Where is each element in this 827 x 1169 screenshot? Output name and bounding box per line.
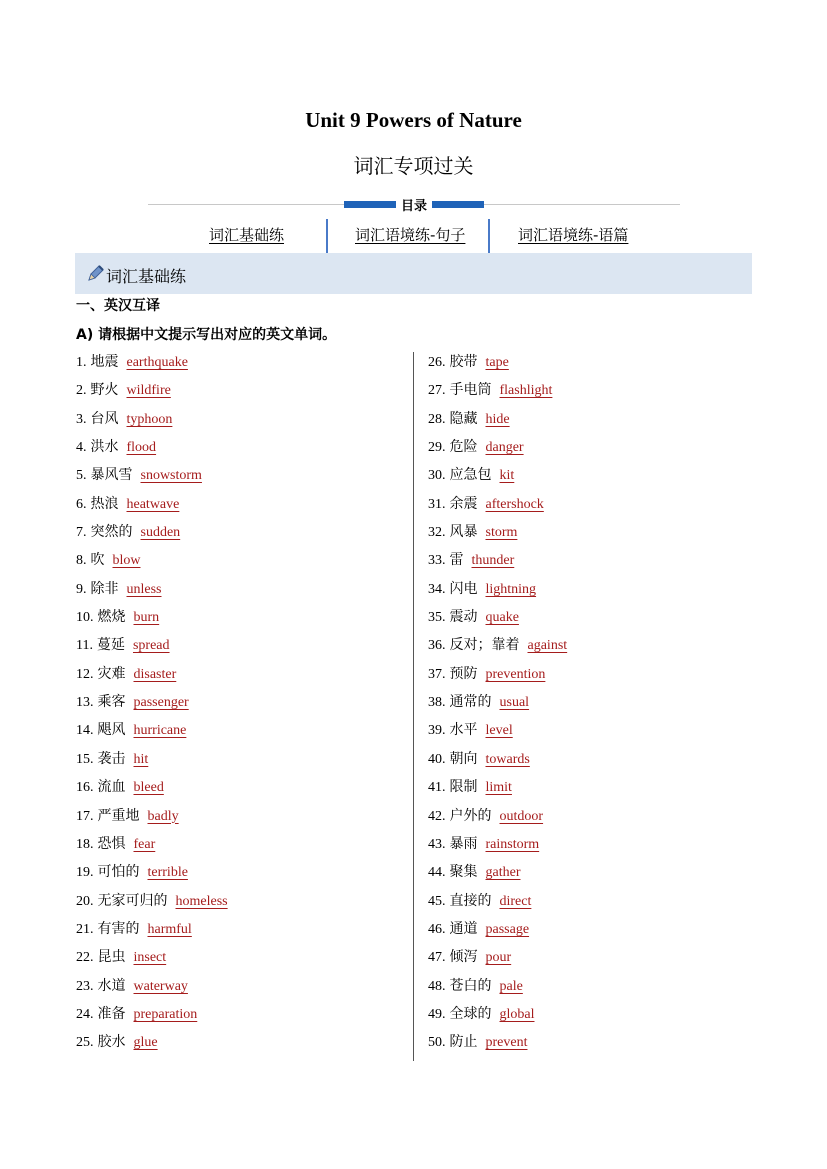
answer-word: flood (126, 440, 157, 456)
answer-word: fear (133, 836, 156, 852)
item-number: 43. (428, 836, 446, 852)
chinese-prompt: 雷 (449, 552, 464, 569)
chinese-prompt: 反对；靠着 (449, 637, 520, 654)
item-number: 11. (76, 638, 93, 654)
answer-word: gather (485, 865, 521, 881)
item-number: 27. (428, 383, 446, 399)
vocab-item (76, 1032, 406, 1060)
answer-word: badly (147, 808, 179, 824)
vocab-item (428, 409, 748, 437)
answer-word: danger (485, 440, 524, 456)
toc-separator (326, 219, 328, 253)
vocab-item (428, 976, 748, 1004)
chinese-prompt: 水平 (449, 722, 478, 739)
toc-link-passage[interactable]: 词汇语境练-语篇 (518, 226, 629, 244)
answer-word: waterway (133, 978, 188, 994)
vocab-item (428, 522, 748, 550)
chinese-prompt: 危险 (449, 439, 478, 456)
item-number: 31. (428, 496, 446, 512)
item-number: 44. (428, 865, 446, 881)
chinese-prompt: 蔓延 (96, 637, 125, 654)
vocab-item (428, 749, 748, 777)
chinese-prompt: 应急包 (449, 467, 492, 484)
toc-link-sentence[interactable]: 词汇语境练-句子 (355, 226, 466, 244)
section-title: 词汇基础练 (106, 267, 187, 286)
item-number: 16. (76, 780, 94, 796)
item-number: 9. (76, 581, 87, 597)
vocab-item (76, 919, 406, 947)
vocab-item (76, 947, 406, 975)
chinese-prompt: 洪水 (90, 439, 119, 456)
chinese-prompt: 胶水 (97, 1034, 126, 1051)
vocab-item (76, 494, 406, 522)
answer-word: heatwave (126, 496, 180, 512)
item-number: 20. (76, 893, 94, 909)
item-number: 40. (428, 751, 446, 767)
vocab-item (428, 777, 748, 805)
chinese-prompt: 震动 (449, 609, 478, 626)
chinese-prompt: 燃烧 (97, 609, 126, 626)
answer-word: thunder (471, 553, 515, 569)
item-number: 6. (76, 496, 87, 512)
vocab-list-left (76, 352, 406, 1061)
answer-word: insect (133, 950, 167, 966)
answer-word: disaster (133, 666, 177, 682)
item-number: 5. (76, 468, 87, 484)
vocab-item (428, 692, 748, 720)
item-number: 28. (428, 411, 446, 427)
vocab-item (76, 550, 406, 578)
answer-word: spread (132, 638, 170, 654)
vocab-item (76, 777, 406, 805)
chinese-prompt: 流血 (97, 779, 126, 796)
vocab-item (428, 806, 748, 834)
chinese-prompt: 野火 (90, 382, 119, 399)
page-title: Unit 9 Powers of Nature (305, 108, 522, 132)
vocab-item (76, 465, 406, 493)
answer-word: rainstorm (485, 836, 540, 852)
vocab-item (428, 550, 748, 578)
chinese-prompt: 余震 (449, 495, 478, 512)
answer-word: pale (499, 978, 523, 994)
toc-separator (488, 219, 490, 253)
chinese-prompt: 台风 (90, 410, 119, 427)
answer-word: harmful (147, 921, 192, 937)
vocab-item (428, 947, 748, 975)
item-number: 17. (76, 808, 94, 824)
chinese-prompt: 防止 (449, 1034, 478, 1051)
answer-word: blow (112, 553, 141, 569)
item-number: 2. (76, 383, 87, 399)
item-number: 41. (428, 780, 446, 796)
item-number: 37. (428, 666, 446, 682)
item-number: 18. (76, 836, 94, 852)
item-number: 4. (76, 440, 87, 456)
chinese-prompt: 吹 (90, 552, 105, 569)
item-number: 42. (428, 808, 446, 824)
chinese-prompt: 灾难 (97, 665, 126, 682)
chinese-prompt: 闪电 (449, 580, 478, 597)
answer-word: lightning (485, 581, 537, 597)
item-number: 1. (76, 355, 87, 370)
item-number: 15. (76, 751, 94, 767)
vocab-item (76, 976, 406, 1004)
answer-word: kit (499, 468, 515, 484)
item-number: 49. (428, 1006, 446, 1022)
answer-word: pour (485, 950, 512, 966)
answer-word: prevention (485, 666, 546, 682)
toc-bar-right (428, 201, 484, 208)
vocab-item (428, 919, 748, 947)
vocab-item (428, 635, 748, 663)
vocab-item (428, 1032, 748, 1060)
chinese-prompt: 隐藏 (449, 410, 478, 427)
item-number: 33. (428, 553, 446, 569)
vocab-item (76, 579, 406, 607)
item-number: 24. (76, 1006, 94, 1022)
vocab-item (76, 664, 406, 692)
item-number: 3. (76, 411, 87, 427)
answer-word: level (485, 723, 513, 739)
answer-word: passage (485, 921, 530, 937)
answer-word: usual (499, 695, 530, 711)
chinese-prompt: 苍白的 (449, 977, 492, 994)
answer-word: snowstorm (140, 468, 202, 484)
chinese-prompt: 风暴 (449, 524, 478, 541)
chinese-prompt: 朝向 (449, 750, 478, 767)
item-number: 45. (428, 893, 446, 909)
answer-word: tape (485, 355, 509, 370)
vocab-item (76, 1004, 406, 1032)
vocab-item (76, 834, 406, 862)
chinese-prompt: 暴风雪 (90, 467, 133, 484)
vocab-list-right (428, 352, 748, 1061)
answer-word: aftershock (485, 496, 544, 512)
item-number: 32. (428, 525, 446, 541)
answer-word: unless (126, 581, 162, 597)
answer-word: prevent (485, 1035, 528, 1051)
item-number: 29. (428, 440, 446, 456)
chinese-prompt: 飓风 (97, 722, 126, 739)
vocab-item (76, 409, 406, 437)
vocab-item (76, 607, 406, 635)
chinese-prompt: 暴雨 (449, 835, 478, 852)
answer-word: hurricane (133, 723, 187, 739)
item-number: 12. (76, 666, 94, 682)
chinese-prompt: 准备 (97, 1005, 126, 1022)
vocab-item (76, 380, 406, 408)
vocab-item (76, 692, 406, 720)
answer-word: sudden (140, 525, 181, 541)
chinese-prompt: 地震 (90, 354, 119, 370)
vocab-item (428, 380, 748, 408)
item-number: 34. (428, 581, 446, 597)
item-number: 38. (428, 695, 446, 711)
chinese-prompt: 手电筒 (449, 382, 492, 399)
vocab-item (428, 1004, 748, 1032)
answer-word: homeless (175, 893, 228, 909)
vocab-item (76, 720, 406, 748)
item-number: 25. (76, 1035, 94, 1051)
chinese-prompt: 无家可归的 (97, 892, 168, 909)
item-number: 35. (428, 610, 446, 626)
answer-word: quake (485, 610, 519, 626)
chinese-prompt: 胶带 (449, 354, 478, 370)
item-number: 10. (76, 610, 94, 626)
chinese-prompt: 全球的 (449, 1005, 492, 1022)
chinese-prompt: 通道 (449, 920, 478, 937)
chinese-prompt: 有害的 (97, 920, 140, 937)
item-number: 21. (76, 921, 94, 937)
answer-word: terrible (147, 865, 188, 881)
item-number: 26. (428, 355, 446, 370)
answer-word: earthquake (126, 355, 188, 370)
vocab-item (428, 891, 748, 919)
answer-word: hide (485, 411, 510, 427)
vocab-item (76, 635, 406, 663)
item-number: 14. (76, 723, 94, 739)
answer-word: storm (485, 525, 518, 541)
answer-word: typhoon (126, 411, 173, 427)
vocab-item (428, 579, 748, 607)
chinese-prompt: 热浪 (90, 495, 119, 512)
vocab-item (76, 862, 406, 890)
chinese-prompt: 突然的 (90, 524, 133, 541)
answer-word: limit (485, 780, 512, 796)
item-number: 39. (428, 723, 446, 739)
answer-word: hit (133, 751, 149, 767)
chinese-prompt: 昆虫 (97, 949, 126, 966)
vocab-item (428, 352, 748, 380)
vocab-item (428, 494, 748, 522)
part-heading: 一、英汉互译 (76, 298, 160, 314)
vocab-item (428, 607, 748, 635)
chinese-prompt: 水道 (97, 977, 126, 994)
chinese-prompt: 预防 (449, 665, 478, 682)
chinese-prompt: 限制 (449, 779, 478, 796)
item-number: 23. (76, 978, 94, 994)
item-number: 47. (428, 950, 446, 966)
instruction-heading: A) 请根据中文提示写出对应的英文单词。 (76, 327, 337, 343)
chinese-prompt: 通常的 (449, 694, 492, 711)
vocab-item (428, 834, 748, 862)
answer-word: towards (485, 751, 530, 767)
item-number: 36. (428, 638, 446, 654)
chinese-prompt: 聚集 (449, 864, 478, 881)
vocab-item (428, 465, 748, 493)
vocab-item (76, 437, 406, 465)
answer-word: against (527, 638, 568, 654)
answer-word: global (499, 1006, 535, 1022)
answer-word: glue (133, 1035, 158, 1051)
chinese-prompt: 户外的 (449, 807, 492, 824)
column-divider (413, 352, 414, 1061)
toc-bar-left (344, 201, 400, 208)
vocab-item (428, 437, 748, 465)
chinese-prompt: 恐惧 (97, 835, 126, 852)
chinese-prompt: 袭击 (97, 750, 126, 767)
chinese-prompt: 严重地 (97, 807, 140, 824)
chinese-prompt: 倾泻 (449, 949, 478, 966)
answer-word: outdoor (499, 808, 544, 824)
vocab-item (76, 749, 406, 777)
vocab-item (76, 891, 406, 919)
vocab-item (76, 352, 406, 380)
answer-word: wildfire (126, 383, 171, 399)
page-subtitle: 词汇专项过关 (353, 154, 474, 178)
vocab-item (428, 664, 748, 692)
item-number: 7. (76, 525, 87, 541)
item-number: 30. (428, 468, 446, 484)
toc-label: 目录 (396, 195, 432, 214)
toc-link-basic[interactable]: 词汇基础练 (209, 226, 285, 244)
item-number: 48. (428, 978, 446, 994)
answer-word: passenger (133, 695, 189, 711)
item-number: 19. (76, 865, 94, 881)
pencil-icon (85, 264, 105, 284)
vocab-item (428, 862, 748, 890)
answer-word: direct (499, 893, 532, 909)
vocab-item (76, 806, 406, 834)
answer-word: bleed (133, 780, 164, 796)
chinese-prompt: 除非 (90, 580, 119, 597)
item-number: 8. (76, 553, 87, 569)
vocab-item (428, 720, 748, 748)
vocab-item (76, 522, 406, 550)
chinese-prompt: 可怕的 (97, 864, 140, 881)
answer-word: flashlight (499, 383, 553, 399)
chinese-prompt: 直接的 (449, 892, 492, 909)
chinese-prompt: 乘客 (97, 694, 126, 711)
item-number: 22. (76, 950, 94, 966)
answer-word: burn (133, 610, 160, 626)
item-number: 46. (428, 921, 446, 937)
item-number: 13. (76, 695, 94, 711)
item-number: 50. (428, 1035, 446, 1051)
answer-word: preparation (133, 1006, 198, 1022)
